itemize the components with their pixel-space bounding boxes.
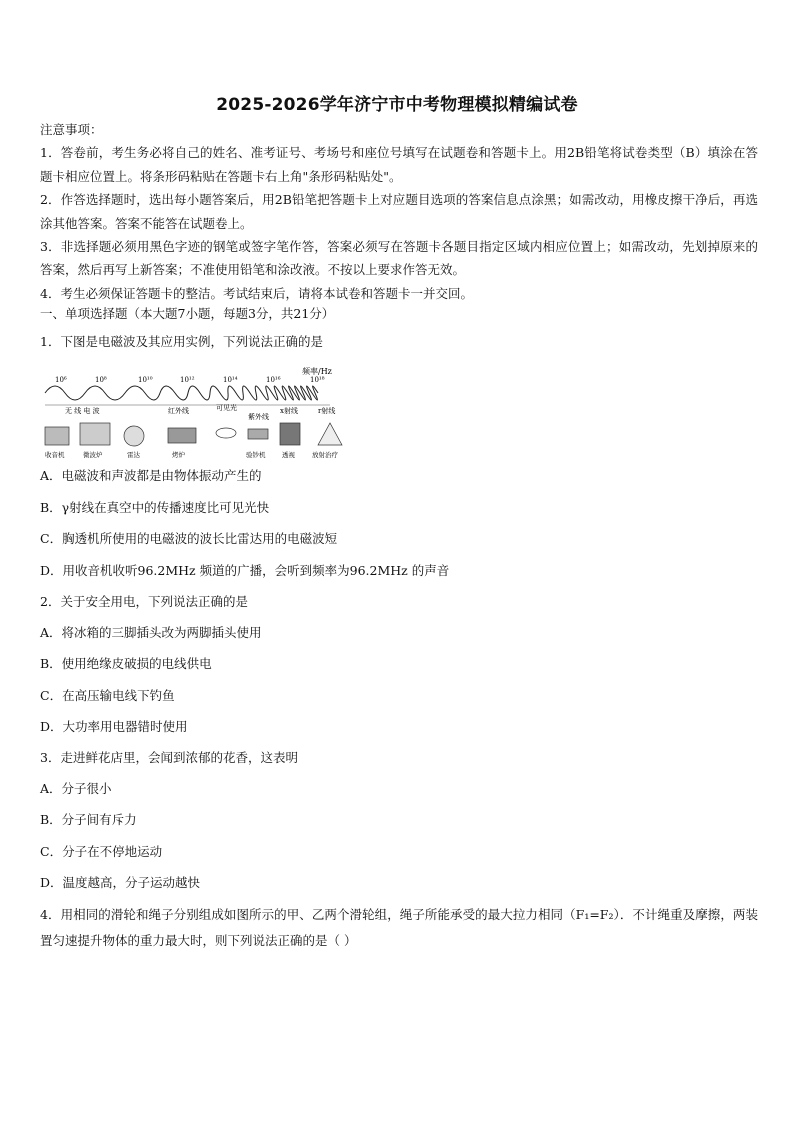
freq-label: 频率/Hz (302, 367, 332, 376)
oven-icon (168, 428, 196, 443)
q3-option-b: B．分子间有斥力 (40, 812, 137, 827)
app-icons (45, 423, 342, 446)
section-heading: 一、单项选择题（本大题7小题，每题3分，共21分） (40, 306, 335, 321)
app-label: 收音机 (45, 451, 65, 459)
page-title: 2025-2026学年济宁市中考物理模拟精编试卷 (216, 95, 578, 115)
question-2-stem: 2．关于安全用电，下列说法正确的是 (40, 594, 248, 609)
question-1-stem: 1．下图是电磁波及其应用实例，下列说法正确的是 (40, 334, 323, 349)
q2-option-a: A．将冰箱的三脚插头改为两脚插头使用 (40, 625, 262, 640)
app-label: 验钞机 (246, 451, 266, 459)
q2-option-d: D．大功率用电器错时使用 (40, 719, 188, 734)
em-spectrum-figure (40, 365, 360, 465)
band-label: r射线 (318, 407, 336, 415)
exp-label: 10¹² (180, 376, 195, 384)
q3-option-c: C．分子在不停地运动 (40, 844, 163, 859)
q1-option-d: D．用收音机收听96.2MHz 频道的广播，会听到频率为96.2MHz 的声音 (40, 563, 450, 578)
note-item-2: 2．作答选择题时，选出每小题答案后，用2B铅笔把答题卡上对应题目选项的答案信息点涂黑；如需改动，用橡皮擦干净后，再选涂其他答案。答案不能答在试题卷上。 (40, 192, 758, 231)
exp-label: 10⁸ (95, 376, 107, 384)
exp-label: 10⁶ (55, 376, 67, 384)
radio-icon (45, 427, 69, 445)
exponent-labels (55, 376, 325, 384)
q4-force-equation: F₁=F₂ (575, 907, 614, 922)
exp-label: 10¹⁴ (223, 376, 238, 384)
band-labels (65, 403, 335, 421)
q3-option-d: D．温度越高，分子运动越快 (40, 875, 201, 890)
radiation-icon (318, 423, 342, 445)
exp-label: 10¹⁰ (138, 376, 153, 384)
question-3-stem: 3．走进鲜花店里，会闻到浓郁的花香，这表明 (40, 750, 298, 765)
question-4-stem (40, 902, 758, 954)
app-label: 雷达 (127, 451, 140, 459)
notes-block (40, 118, 758, 305)
app-labels (45, 450, 339, 459)
q1-option-b: B．γ射线在真空中的传播速度比可见光快 (40, 500, 270, 515)
eye-icon (216, 428, 236, 438)
wave-line (45, 386, 318, 400)
money-detector-icon (248, 429, 268, 439)
microwave-icon (80, 423, 110, 445)
app-label: 透视 (282, 451, 295, 459)
note-item-4: 4．考生必须保证答题卡的整洁。考试结束后，请将本试卷和答题卡一并交回。 (40, 285, 473, 301)
q1-option-c: C．胸透机所使用的电磁波的波长比雷达用的电磁波短 (40, 531, 338, 546)
q2-option-c: C．在高压输电线下钓鱼 (40, 688, 175, 703)
note-item-1: 1．答卷前，考生务必将自己的姓名、准考证号、考场号和座位号填写在试题卷和答题卡上。用2B铅笔将试卷类型（B）填涂在答题卡相应位置上。将条形码粘贴在答题卡右上角"条形码粘贴处"。 (40, 145, 758, 184)
notes-heading: 注意事项： (40, 122, 103, 137)
q1-option-a: A．电磁波和声波都是由物体振动产生的 (40, 468, 262, 483)
q4-stem-part-a: 4．用相同的滑轮和绳子分别组成如图所示的甲、乙两个滑轮组，绳子所能承受的最大拉力相同（ (40, 907, 576, 922)
radar-icon (124, 426, 144, 446)
note-item-3: 3．非选择题必须用黑色字迹的钢笔或签字笔作答，答案必须写在答题卡各题目指定区域内相应位置上；如需改动，先划掉原来的答案，然后再写上新答案；不准使用铅笔和涂改液。不按以上要求作答无效。 (40, 239, 758, 278)
band-label: 紫外线 (248, 413, 269, 421)
app-label: 微波炉 (83, 451, 103, 459)
exp-label: 10¹⁸ (310, 376, 325, 384)
band-label: 无 线 电 波 (65, 407, 100, 415)
q2-option-b: B．使用绝缘皮破损的电线供电 (40, 656, 212, 671)
band-label: 红外线 (168, 407, 189, 415)
app-label: 放射治疗 (312, 451, 338, 459)
q3-option-a: A．分子很小 (40, 781, 112, 796)
app-label: 烤炉 (172, 451, 185, 459)
band-label: x射线 (280, 407, 298, 415)
exp-label: 10¹⁶ (266, 376, 281, 384)
band-label: 可见光 (216, 404, 237, 412)
xray-hand-icon (280, 423, 300, 445)
q4-stem-part-b: ）．不计绳重及摩擦，两装置匀速提升物体的重力最大时，则下列说法正确的是（ ） (40, 907, 758, 948)
